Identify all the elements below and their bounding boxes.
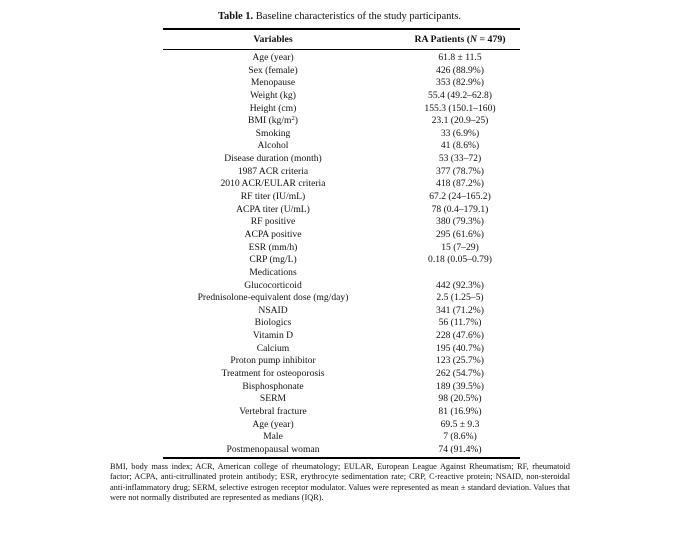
variable-text: Menopause bbox=[250, 77, 296, 89]
variable-text: Smoking bbox=[255, 127, 291, 139]
value-cell: 78 (0.4–179.1) bbox=[431, 203, 489, 215]
table-row bbox=[163, 393, 520, 406]
table-row bbox=[163, 305, 520, 318]
variable-text: Sex (female) bbox=[248, 64, 298, 76]
variable-text: Weight (kg) bbox=[250, 89, 296, 101]
value-cell: 189 (39.5%) bbox=[436, 380, 484, 392]
table-row bbox=[163, 254, 520, 267]
variable-cell bbox=[163, 381, 383, 394]
variable-text: Prednisolone-equivalent dose (mg/day) bbox=[197, 292, 349, 304]
value-cell: 41 (8.6%) bbox=[440, 140, 480, 152]
variable-cell bbox=[163, 393, 383, 406]
variable-cell bbox=[163, 280, 383, 293]
variable-cell bbox=[163, 65, 383, 78]
variable-text: Vitamin D bbox=[252, 330, 294, 342]
variable-cell bbox=[163, 254, 383, 267]
variable-cell bbox=[163, 355, 383, 368]
value-cell: 295 (61.6%) bbox=[436, 228, 484, 240]
value-cell: 380 (79.3%) bbox=[436, 216, 484, 228]
variable-text: Postmenopausal woman bbox=[226, 443, 320, 455]
table-row bbox=[163, 166, 520, 179]
table-row bbox=[163, 381, 520, 394]
table-row bbox=[163, 292, 520, 305]
variable-text: ACPA titer (U/mL) bbox=[236, 203, 310, 215]
table-row bbox=[163, 140, 520, 153]
variable-cell bbox=[163, 368, 383, 381]
value-cell: 442 (92.3%) bbox=[436, 279, 484, 291]
table-caption-label: Table 1. bbox=[217, 11, 254, 22]
variable-cell bbox=[163, 77, 383, 90]
variable-cell bbox=[163, 166, 383, 179]
variable-text: Biologics bbox=[254, 317, 292, 329]
table-row bbox=[163, 128, 520, 141]
value-cell: 74 (91.4%) bbox=[438, 443, 482, 455]
value-cell: 55.4 (49.2–62.8) bbox=[428, 89, 492, 101]
table-row bbox=[163, 178, 520, 191]
variable-cell bbox=[163, 406, 383, 419]
value-cell: 15 (7–29) bbox=[441, 241, 479, 253]
variable-text: Calcium bbox=[256, 342, 290, 354]
variable-text: Age (year) bbox=[252, 418, 294, 430]
table-row bbox=[163, 355, 520, 368]
variable-cell bbox=[163, 229, 383, 242]
table-row bbox=[163, 343, 520, 356]
variable-cell bbox=[163, 140, 383, 153]
table-row bbox=[163, 406, 520, 419]
table-header-rule bbox=[163, 49, 520, 50]
variable-text: ACPA positive bbox=[244, 228, 302, 240]
variable-cell bbox=[163, 431, 383, 444]
value-cell: 353 (82.9%) bbox=[436, 77, 484, 89]
value-cell: 195 (40.7%) bbox=[436, 342, 484, 354]
variable-text: SERM bbox=[259, 393, 287, 405]
variable-cell bbox=[163, 204, 383, 217]
table-row bbox=[163, 77, 520, 90]
value-cell: 262 (54.7%) bbox=[436, 368, 484, 380]
table-top-rule bbox=[163, 28, 520, 30]
value-cell: 418 (87.2%) bbox=[436, 178, 484, 190]
value-cell: 228 (47.6%) bbox=[436, 330, 484, 342]
variable-cell bbox=[163, 267, 383, 280]
table-row bbox=[163, 52, 520, 65]
table-row bbox=[163, 90, 520, 103]
variable-text: Age (year) bbox=[252, 52, 294, 63]
table-row bbox=[163, 267, 520, 280]
variable-cell bbox=[163, 317, 383, 330]
table-row bbox=[163, 419, 520, 432]
value-cell: 81 (16.9%) bbox=[438, 405, 482, 417]
table-row bbox=[163, 431, 520, 444]
variable-text: Medications bbox=[249, 266, 297, 278]
variable-text: NSAID bbox=[258, 304, 288, 316]
table-footnote: BMI, body mass index; ACR, American college of rheumatology; EULAR, European League Against Rheumatism; RF, rheumatoid factor; ACPA, anti-citrullinated protein antibody; ESR, erythrocyte sedimentation rate; CRP, C-reactive protein; NSAID, non-steroidal anti-inflammatory drug; SERM, selective estrogen receptor modulator. Values were represented as mean ± standard deviation. Values that were not normally distributed are represented as medians (IQR). bbox=[110, 462, 570, 503]
variable-cell bbox=[163, 178, 383, 191]
variable-text: Height (cm) bbox=[249, 102, 297, 114]
variable-cell bbox=[163, 90, 383, 103]
value-cell: 341 (71.2%) bbox=[436, 304, 484, 316]
variable-cell bbox=[163, 444, 383, 457]
variable-text: Alcohol bbox=[257, 140, 289, 152]
variable-text: RF positive bbox=[250, 216, 296, 228]
table-row bbox=[163, 368, 520, 381]
table-row bbox=[163, 204, 520, 217]
table-row bbox=[163, 317, 520, 330]
variable-cell bbox=[163, 52, 383, 65]
variable-text: Disease duration (month) bbox=[224, 153, 322, 165]
value-cell: 7 (8.6%) bbox=[443, 431, 477, 443]
variable-text: BMI (kg/m bbox=[248, 115, 292, 127]
variable-cell bbox=[163, 330, 383, 343]
table-row bbox=[163, 444, 520, 457]
value-cell: 56 (11.7%) bbox=[438, 317, 482, 329]
header-ra-patients: RA Patients (N = 479) bbox=[414, 34, 506, 45]
table-caption bbox=[0, 10, 679, 23]
variable-cell bbox=[163, 242, 383, 255]
variable-cell bbox=[163, 128, 383, 141]
variable-cell bbox=[163, 343, 383, 356]
variable-cell bbox=[163, 115, 383, 128]
value-cell: 377 (78.7%) bbox=[436, 165, 484, 177]
table-bottom-rule bbox=[163, 457, 520, 459]
table-row bbox=[163, 65, 520, 78]
table-row bbox=[163, 229, 520, 242]
table-row bbox=[163, 103, 520, 116]
value-cell: 53 (33–72) bbox=[438, 153, 482, 165]
value-cell: 69.5 ± 9.3 bbox=[440, 418, 480, 430]
table-body bbox=[163, 52, 520, 457]
value-cell: 67.2 (24–165.2) bbox=[429, 191, 491, 203]
variable-cell bbox=[163, 191, 383, 204]
variable-text: Proton pump inhibitor bbox=[230, 355, 316, 367]
table-row bbox=[163, 330, 520, 343]
variable-text: Vertebral fracture bbox=[239, 405, 307, 417]
value-cell: 61.8 ± 11.5 bbox=[438, 52, 482, 63]
variable-cell bbox=[163, 419, 383, 432]
variable-text: ESR (mm/h) bbox=[248, 241, 298, 253]
table-caption-text: Baseline characteristics of the study participants. bbox=[253, 11, 462, 22]
variable-text: CRP (mg/L) bbox=[249, 254, 297, 266]
variable-cell bbox=[163, 292, 383, 305]
table-row bbox=[163, 153, 520, 166]
variable-text: 2010 ACR/EULAR criteria bbox=[220, 178, 326, 190]
table-row bbox=[163, 280, 520, 293]
value-cell: 426 (88.9%) bbox=[436, 64, 484, 76]
table-row bbox=[163, 216, 520, 229]
table-row bbox=[163, 191, 520, 204]
variable-text: Glucocorticoid bbox=[244, 279, 302, 291]
variable-text: RF titer (IU/mL) bbox=[240, 191, 306, 203]
variable-text-end: ) bbox=[294, 115, 298, 127]
value-cell: 2.5 (1.25–5) bbox=[436, 292, 484, 304]
value-cell: 155.3 (150.1–160) bbox=[424, 102, 496, 114]
value-cell: 23.1 (20.9–25) bbox=[431, 115, 489, 127]
table-header bbox=[163, 33, 520, 46]
variable-cell bbox=[163, 216, 383, 229]
variable-text: Treatment for osteoporosis bbox=[221, 368, 325, 380]
variable-text: Male bbox=[263, 431, 283, 443]
variable-cell bbox=[163, 103, 383, 116]
value-cell: 0.18 (0.05–0.79) bbox=[428, 254, 492, 266]
value-cell: 123 (25.7%) bbox=[436, 355, 484, 367]
table-row bbox=[163, 115, 520, 128]
variable-cell bbox=[163, 305, 383, 318]
variable-cell bbox=[163, 153, 383, 166]
value-cell: 98 (20.5%) bbox=[438, 393, 482, 405]
value-cell: 33 (6.9%) bbox=[440, 127, 480, 139]
table-row bbox=[163, 242, 520, 255]
variable-text: 1987 ACR criteria bbox=[237, 165, 309, 177]
variable-text: Bisphosphonate bbox=[242, 380, 304, 392]
variable-superscript: 2 bbox=[291, 115, 295, 123]
header-variables: Variables bbox=[253, 34, 293, 45]
